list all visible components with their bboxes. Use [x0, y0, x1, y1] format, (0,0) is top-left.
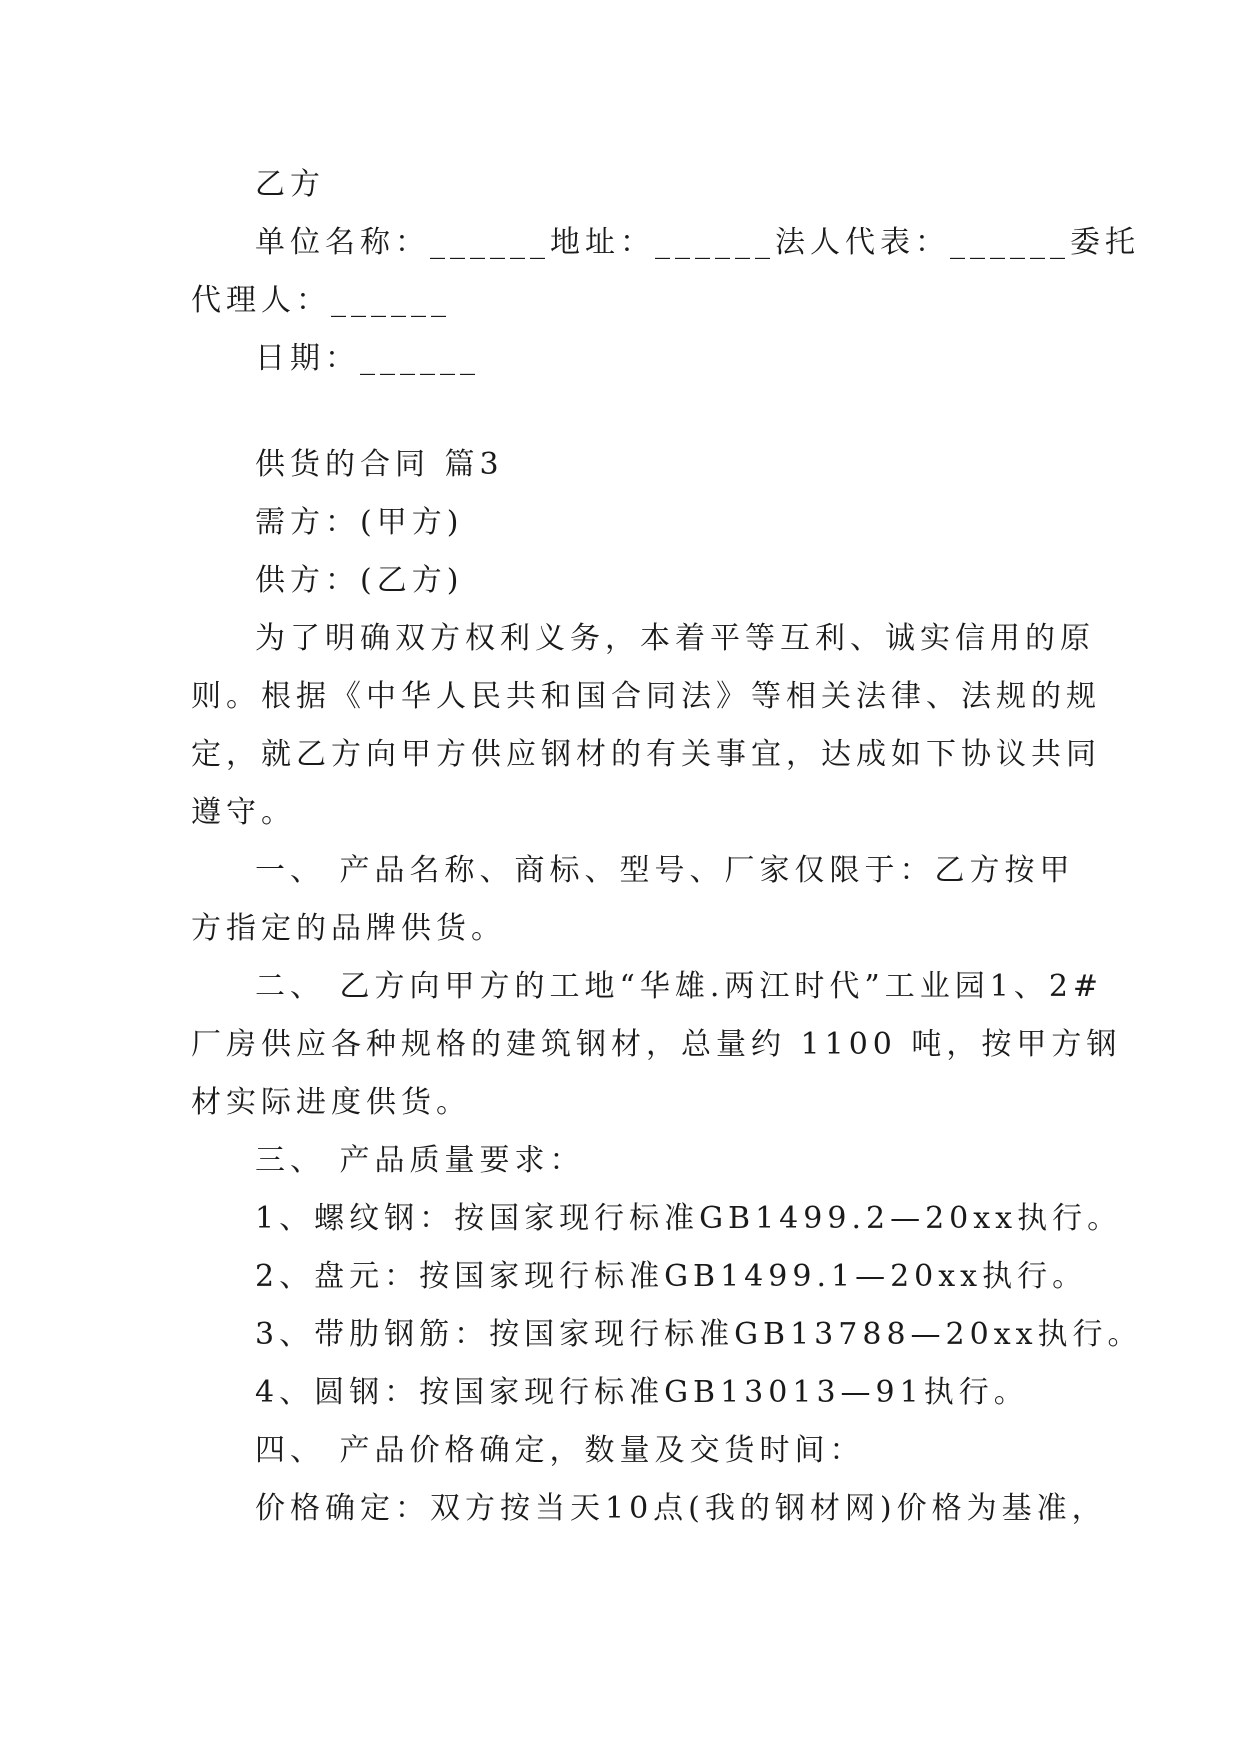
clause-four: 四、 产品价格确定，数量及交货时间：: [255, 1433, 865, 1468]
clause-three: 三、 产品质量要求：: [255, 1143, 585, 1178]
paragraph-line: 则。根据《中华人民共和国合同法》等相关法律、法规的规: [191, 679, 1101, 714]
quality-item: 2、盘元：按国家现行标准GB1499.1—20xx执行。: [255, 1259, 1088, 1294]
buyer-line: 需方：(甲方): [255, 505, 464, 540]
clause-two-cont: 材实际进度供货。: [191, 1085, 471, 1120]
supplier-line: 供方：(乙方): [255, 563, 464, 598]
paragraph-line: 为了明确双方权利义务，本着平等互利、诚实信用的原: [255, 621, 1095, 656]
party-b-info-line: 单位名称：______地址：______法人代表：______委托: [255, 225, 1140, 260]
paragraph-line: 定，就乙方向甲方供应钢材的有关事宜，达成如下协议共同: [191, 737, 1101, 772]
quality-item: 1、螺纹钢：按国家现行标准GB1499.2—20xx执行。: [255, 1201, 1123, 1236]
clause-one-cont: 方指定的品牌供货。: [191, 911, 506, 946]
clause-two-cont: 厂房供应各种规格的建筑钢材，总量约 1100 吨，按甲方钢: [191, 1027, 1122, 1062]
price-line: 价格确定：双方按当天10点(我的钢材网)价格为基准，: [255, 1491, 1107, 1526]
document-body: [191, 156, 1143, 1538]
party-b-heading: 乙方: [255, 167, 325, 202]
clause-one: 一、 产品名称、商标、型号、厂家仅限于：乙方按甲: [255, 853, 1075, 888]
party-b-info-line: 代理人：______: [191, 283, 451, 318]
clause-two: 二、 乙方向甲方的工地“华雄.两江时代”工业园1、2#: [255, 969, 1104, 1004]
section-gap: [191, 388, 1051, 436]
quality-item: 4、圆钢：按国家现行标准GB13013—91执行。: [255, 1375, 1029, 1410]
contract-title: 供货的合同 篇3: [255, 447, 504, 482]
paragraph-line: 遵守。: [191, 795, 296, 830]
date-line: 日期：______: [255, 341, 480, 376]
quality-item: 3、带肋钢筋：按国家现行标准GB13788—20xx执行。: [255, 1317, 1143, 1352]
